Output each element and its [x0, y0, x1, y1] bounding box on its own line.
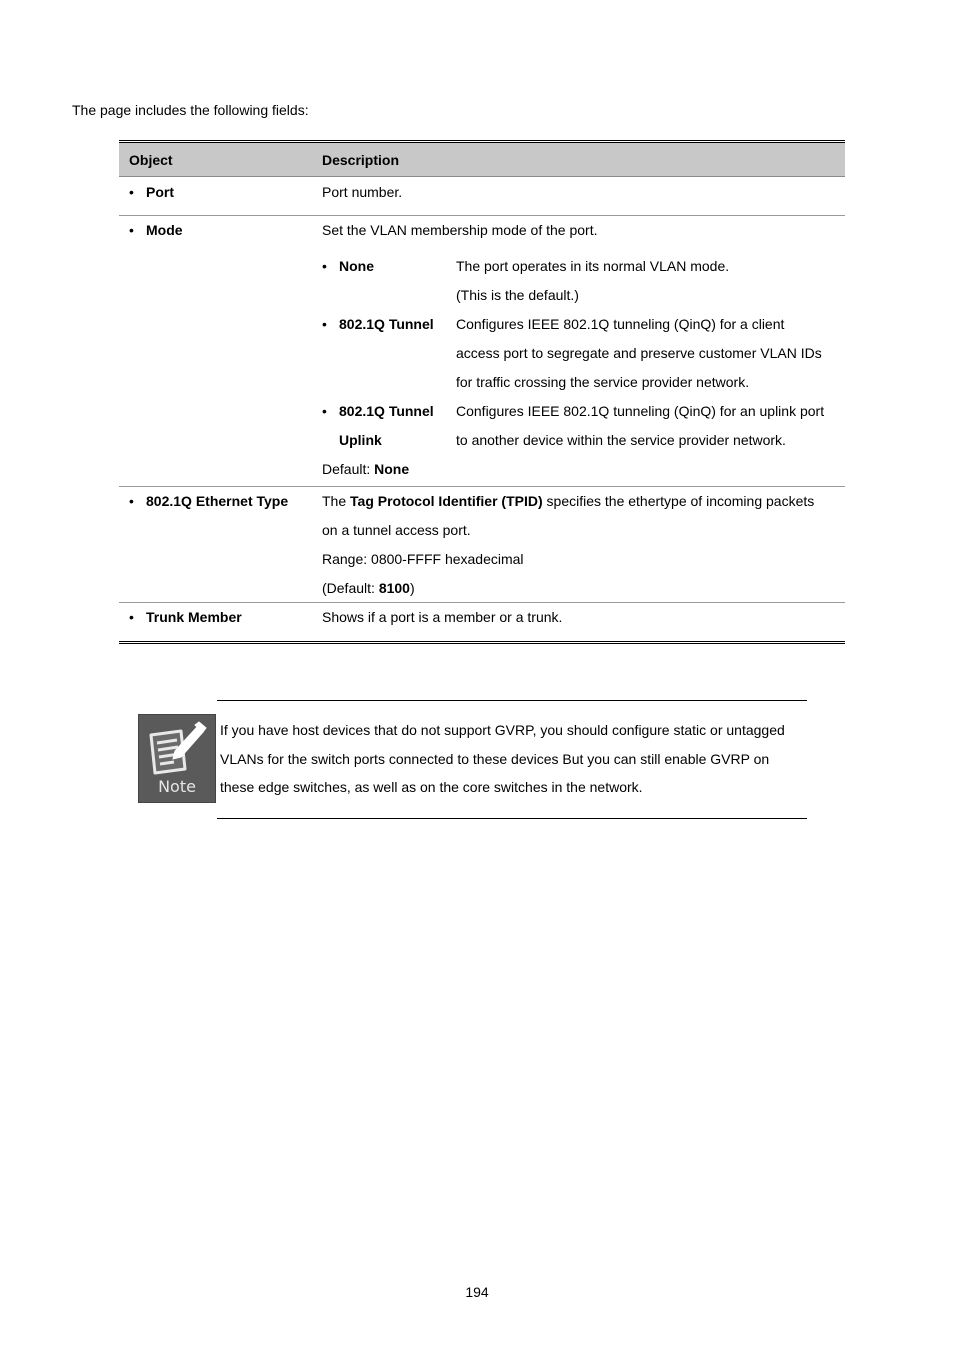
fields-table — [119, 140, 845, 644]
option-name: Uplink — [339, 432, 382, 448]
option-name: 802.1Q Tunnel — [339, 403, 434, 419]
object-port: Port — [146, 184, 174, 200]
bullet-icon: • — [322, 316, 327, 332]
option-desc-line: The port operates in its normal VLAN mode. — [456, 258, 730, 274]
table-header — [119, 143, 845, 177]
option-name: None — [339, 258, 374, 274]
option-name: 802.1Q Tunnel — [339, 316, 434, 332]
description-mode: Set the VLAN membership mode of the port. — [322, 222, 598, 238]
ethernet-type-desc-line: on a tunnel access port. — [322, 522, 471, 538]
object-trunk-member: Trunk Member — [146, 609, 242, 625]
bullet-icon: • — [129, 222, 134, 238]
note-line: VLANs for the switch ports connected to these devices But you can still enable GVRP on — [220, 750, 770, 767]
mode-default: Default: None — [322, 461, 410, 477]
note-box — [217, 700, 807, 819]
mode-option-tunnel — [322, 310, 839, 397]
note-line: If you have host devices that do not support GVRP, you should configure static or untagged — [220, 722, 785, 738]
note-line: these edge switches, as well as on the core switches in the network. — [220, 779, 643, 795]
ethernet-type-default: (Default: 8100) — [322, 580, 415, 596]
mode-option-tunnel-uplink — [322, 397, 839, 455]
object-mode: Mode — [146, 222, 183, 238]
header-description: Description — [322, 151, 400, 168]
mode-option-none — [322, 252, 839, 310]
table-row-trunk-member — [119, 603, 845, 641]
option-desc-line: Configures IEEE 802.1Q tunneling (QinQ) for an uplink port — [456, 403, 825, 419]
option-desc-line: for traffic crossing the service provider network. — [456, 374, 750, 390]
ethernet-type-range: Range: 0800-FFFF hexadecimal — [322, 551, 524, 567]
bullet-icon: • — [129, 609, 134, 625]
mode-default-value: None — [374, 461, 410, 477]
header-object: Object — [129, 151, 173, 168]
option-desc-line: (This is the default.) — [456, 287, 579, 303]
bullet-icon: • — [129, 493, 134, 509]
bullet-icon: • — [322, 403, 327, 419]
option-desc-line: Configures IEEE 802.1Q tunneling (QinQ) for a client — [456, 316, 785, 332]
table-row-port — [119, 177, 845, 216]
note-text — [220, 716, 810, 802]
table-row-ethernet-type — [119, 487, 845, 603]
note-pencil-icon — [138, 714, 216, 803]
ethernet-type-desc-line: The Tag Protocol Identifier (TPID) specifies the ethertype of incoming packets — [322, 493, 815, 509]
intro-text: The page includes the following fields: — [72, 102, 309, 118]
description-port: Port number. — [322, 184, 403, 200]
option-desc-line: access port to segregate and preserve customer VLAN IDs — [456, 345, 822, 361]
object-ethernet-type: 802.1Q Ethernet Type — [146, 493, 289, 509]
table-row-mode — [119, 216, 845, 487]
description-trunk-member: Shows if a port is a member or a trunk. — [322, 609, 563, 625]
note-icon-label: Note — [158, 777, 196, 796]
bullet-icon: • — [129, 184, 134, 200]
page-number: 194 — [465, 1284, 489, 1300]
option-desc-line: to another device within the service provider network. — [456, 432, 786, 448]
bullet-icon: • — [322, 258, 327, 274]
